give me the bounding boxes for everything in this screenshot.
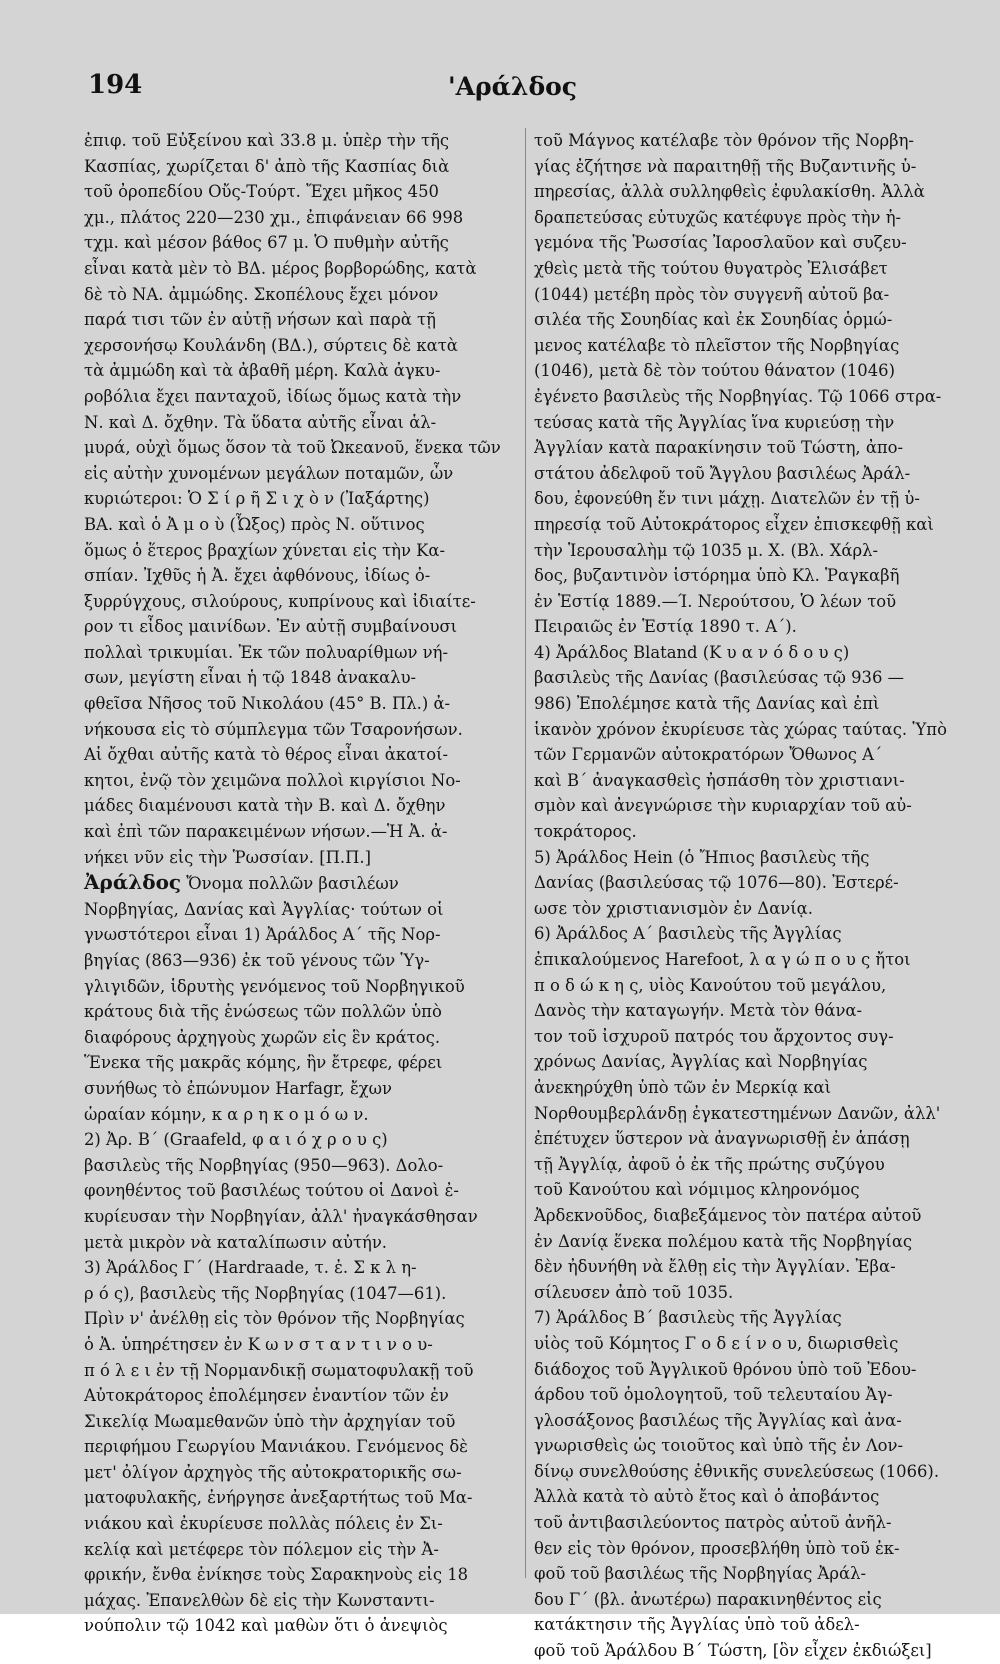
text-line: σιλέα τῆς Σουηδίας καὶ ἐκ Σουηδίας ὁρμώ- <box>534 310 893 330</box>
text-line: φοῦ τοῦ Ἀράλδου Β΄ Τώστη, [ὃν εἶχεν ἐκδιώξει] <box>534 1641 932 1661</box>
text-line: δραπετεύσας εὐτυχῶς κατέφυγε πρὸς τὴν ἡ- <box>534 207 902 227</box>
text-line: Δανὸς τὴν καταγωγήν. Μετὰ τὸν θάνα- <box>534 1001 863 1021</box>
text-line: τοῦ ἀντιβασιλεύοντος πατρὸς αὐτοῦ ἀνῆλ- <box>534 1513 892 1533</box>
text-line: ρον τι εἶδος μαινίδων. Ἐν αὐτῇ συμβαίνουσι <box>84 617 458 637</box>
text-line: Πρὶν ν' ἀνέλθῃ εἰς τὸν θρόνον τῆς Νορβηγίας <box>84 1309 465 1329</box>
text-line: (1044) μετέβη πρὸς τὸν συγγενῆ αὐτοῦ βα- <box>534 284 890 304</box>
text-line: τῶν Γερμανῶν αὐτοκρατόρων Ὄθωνος Α΄ <box>534 745 883 765</box>
text-line: ρ ό ς), βασιλεὺς τῆς Νορβηγίας (1047—61). <box>84 1283 447 1303</box>
text-line: ἐπικαλούμενος Harefoot, λ α γ ώ π ο υ ς ἤτοι <box>534 950 911 969</box>
text-line: βασιλεὺς τῆς Δανίας (βασιλεύσας τῷ 936 — <box>534 668 904 688</box>
text-line: νήκουσα εἰς τὸ σύμπλεγμα τῶν Τσαρονήσων. <box>84 719 463 739</box>
text-line: Αὐτοκράτορος ἐπολέμησεν ἐναντίον τῶν ἐν <box>84 1386 449 1406</box>
text-line: ματοφυλακῆς, ἐνήργησε ἀνεξαρτήτως τοῦ Μα- <box>84 1488 473 1508</box>
text-line: δίνῳ συνελθούσης ἐθνικῆς συνελεύσεως (1066). <box>534 1461 940 1481</box>
text-line: νούπολιν τῷ 1042 καὶ μαθὼν ὅτι ὁ ἀνεψιὸς <box>84 1616 448 1636</box>
text-line: κυρίευσαν τὴν Νορβηγίαν, ἀλλ' ἠναγκάσθησαν <box>84 1206 478 1226</box>
text-line: ροβόλια ἔχει πανταχοῦ, ἰδίως ὅμως κατὰ τὴν <box>84 386 462 406</box>
text-line: χρόνως Δανίας, Ἀγγλίας καὶ Νορβηγίας <box>534 1052 868 1072</box>
text-line: γλιγιδῶν, ἱδρυτὴς γενόμενος τοῦ Νορβηγικοῦ <box>84 976 465 996</box>
text-line: τχμ. καὶ μέσον βάθος 67 μ. Ὁ πυθμὴν αὐτῆς <box>84 233 449 253</box>
text-line: δος, βυζαντινὸν ἱστόρημα ὑπὸ Κλ. Ῥαγκαβῆ <box>534 566 900 586</box>
left-column <box>84 128 516 1636</box>
text-line: ὡραίαν κόμην, κ α ρ η κ ο μ ό ω ν. <box>84 1104 369 1124</box>
text-line: στάτου ἀδελφοῦ τοῦ Ἄγγλου βασιλέως Ἀράλ- <box>534 463 911 483</box>
text-line: κελίᾳ καὶ μετέφερε τὸν πόλεμον εἰς τὴν Ἀ- <box>84 1539 439 1559</box>
text-line: ἐπέτυχεν ὕστερον νὰ ἀναγνωρισθῇ ἐν ἁπάσῃ <box>534 1129 910 1149</box>
text-line: σίλευσεν ἀπὸ τοῦ 1035. <box>534 1282 734 1302</box>
text-line: τὴν Ἱερουσαλὴμ τῷ 1035 μ. Χ. (Βλ. Χάρλ- <box>534 540 879 560</box>
text-line: ὅμως ὁ ἕτερος βραχίων χύνεται εἰς τὴν Κα- <box>84 540 446 560</box>
text-line: Σικελίᾳ Μωαμεθανῶν ὑπὸ τὴν ἀρχηγίαν τοῦ <box>84 1411 456 1431</box>
text-line: νήκει νῦν εἰς τὴν Ῥωσσίαν. [Π.Π.] <box>84 847 371 867</box>
text-line: σων, μεγίστη εἶναι ἡ τῷ 1848 ἀνακαλυ- <box>84 668 417 688</box>
text-line: κητοι, ἐνῷ τὸν χειμῶνα πολλοὶ κιργίσιοι Νο- <box>84 770 461 790</box>
text-line: μάχας. Ἐπανελθὼν δὲ εἰς τὴν Κωνσταντι- <box>84 1590 435 1610</box>
text-line: 986) Ἐπολέμησε κατὰ τῆς Δανίας καὶ ἐπὶ <box>534 694 880 714</box>
text-line: τεύσας κατὰ τῆς Ἀγγλίας ἵνα κυριεύσῃ τὴν <box>534 412 895 432</box>
text-line: ἐν Ἑστίᾳ 1889.—Ί. Νερούτσου, Ὁ λέων τοῦ <box>534 591 897 611</box>
text-line: τοκράτορος. <box>534 822 637 842</box>
text-line: 5) Ἀράλδος Hein (ὁ Ἤπιος βασιλεὺς τῆς <box>534 847 870 867</box>
text-line: μυρά, οὐχὶ ὅμως ὅσον τὰ τοῦ Ὠκεανοῦ, ἕνεκα τῶν <box>84 438 501 458</box>
text-line: κράτους διὰ τῆς ἑνώσεως τῶν πολλῶν ὑπὸ <box>84 1002 442 1022</box>
text-line: άρδου τοῦ ὁμολογητοῦ, τοῦ τελευταίου Ἀγ- <box>534 1385 893 1405</box>
text-line: Νορβηγίας, Δανίας καὶ Ἀγγλίας· τούτων οἱ <box>84 899 444 919</box>
text-line: Ἀγγλίαν κατὰ παρακίνησιν τοῦ Τώστη, ἀπο- <box>534 438 904 458</box>
text-line: ἐν Δανίᾳ ἕνεκα πολέμου κατὰ τῆς Νορβηγίας <box>534 1231 913 1251</box>
text-line: σπίαν. Ἰχθῦς ἡ Ἀ. ἔχει ἀφθόνους, ἰδίως ὀ- <box>84 566 431 586</box>
text-line: χθεὶς μετὰ τῆς τούτου θυγατρὸς Ἐλισάβετ <box>534 258 888 278</box>
text-line: (1046), μετὰ δὲ τὸν τούτου θάνατον (1046) <box>534 361 895 381</box>
text-line: γνωστότεροι εἶναι 1) Ἀράλδος Α΄ τῆς Νορ- <box>84 925 441 945</box>
text-line: ἐπιφ. τοῦ Εὐξείνου καὶ 33.8 μ. ὑπὲρ τὴν τῆς <box>84 131 450 150</box>
text-line: ἱκανὸν χρόνον ἐκυρίευσε τὰς χώρας ταύτας. Ὑπὸ <box>534 719 947 739</box>
text-line: δου Γ΄ (βλ. ἀνωτέρω) παρακινηθέντος εἰς <box>534 1589 882 1609</box>
page-number: 194 <box>88 70 143 100</box>
text-line: ωσε τὸν χριστιανισμὸν ἐν Δανίᾳ. <box>534 898 813 918</box>
text-line: μάδες διαμένουσι κατὰ τὴν Β. καὶ Δ. ὄχθην <box>84 796 446 816</box>
text-line: μετ' ὀλίγον ἀρχηγὸς τῆς αὐτοκρατορικῆς σω- <box>84 1462 462 1482</box>
column-divider <box>525 128 526 1578</box>
text-line: 6) Ἀράλδος Α΄ βασιλεὺς τῆς Ἀγγλίας <box>534 924 842 944</box>
text-line: τὰ ἀμμώδη καὶ τὰ ἀβαθῆ μέρη. Καλὰ ἀγκυ- <box>84 361 441 381</box>
text-line: φθεῖσα Νῆσος τοῦ Νικολάου (45° Β. Πλ.) ἀ- <box>84 694 451 714</box>
entry-headword: Ἀράλδος <box>84 870 182 895</box>
text-line: 3) Ἀράλδος Γ΄ (Hardraade, τ. ἐ. Σ κ λ η- <box>84 1258 417 1278</box>
text-line: μενος κατέλαβε τὸ πλεῖστον τῆς Νορβηγίας <box>534 335 900 355</box>
text-line: πηρεσίας, ἀλλὰ συλληφθεὶς ἐφυλακίσθη. Ἀλλὰ <box>534 182 925 202</box>
text-line: δὲ τὸ ΝΑ. ἀμμώδης. Σκοπέλους ἔχει μόνον <box>84 284 439 304</box>
text-line: Κασπίας, χωρίζεται δ' ἀπὸ τῆς Κασπίας διὰ <box>84 156 450 176</box>
text-line: χερσονήσῳ Κουλάνδη (ΒΔ.), σύρτεις δὲ κατὰ <box>84 335 458 355</box>
text-line: Ἀρδεκνοῦδος, διαβεξάμενος τὸν πατέρα αὐτοῦ <box>534 1205 922 1225</box>
text-line: 2) Ἀρ. Β΄ (Graafeld, φ α ι ό χ ρ ο υ ς) <box>84 1130 388 1150</box>
text-line: Νορθουμβερλάνδῃ ἐγκατεστημένων Δανῶν, ἀλλ' <box>534 1103 941 1123</box>
text-line: συνήθως τὸ ἐπώνυμον Harfagr, ἔχων <box>84 1078 393 1098</box>
right-column <box>534 128 962 1661</box>
text-line: γλοσάξονος βασιλέως τῆς Ἀγγλίας καὶ ἀνα- <box>534 1410 902 1430</box>
text-line: καὶ Β΄ ἀναγκασθεὶς ἠσπάσθη τὸν χριστιανι- <box>534 770 905 790</box>
text-line: γνωρισθεὶς ὡς τοιοῦτος καὶ ὑπὸ τῆς ἐν Λον- <box>534 1436 904 1456</box>
text-line: βασιλεὺς τῆς Νορβηγίας (950—963). Δολο- <box>84 1155 444 1175</box>
text-line: γεμόνα τῆς Ῥωσσίας Ἰαροσλαῦον καὶ συζευ- <box>534 233 907 253</box>
text-line: ΒΑ. καὶ ὁ Ἀ μ ο ὺ (Ὦξος) πρὸς Ν. οὕτινος <box>84 514 425 534</box>
text-line: τῇ Ἀγγλίᾳ, ἀφοῦ ὁ ἐκ τῆς πρώτης συζύγου <box>534 1154 885 1174</box>
text-line: εἶναι κατὰ μὲν τὸ ΒΔ. μέρος βορβορώδης, κατὰ <box>84 258 477 278</box>
text-line: περιφήμου Γεωργίου Μανιάκου. Γενόμενος δὲ <box>84 1437 468 1457</box>
text-line: διάδοχος τοῦ Ἀγγλικοῦ θρόνου ὑπὸ τοῦ Ἐδου- <box>534 1359 917 1379</box>
text-line: Ἀλλὰ κατὰ τὸ αὐτὸ ἔτος καὶ ὁ ἀποβάντος <box>534 1487 880 1507</box>
text-line: 4) Ἀράλδος Blatand (Κ υ α ν ό δ ο υ ς) <box>534 642 850 662</box>
text-line: Ἀράλδος Ὄνομα πολλῶν βασιλέων <box>84 870 399 895</box>
text-line: πηρεσίᾳ τοῦ Αὐτοκράτορος εἶχεν ἐπισκεφθῇ καὶ <box>534 514 934 534</box>
text-line: κατάκτησιν τῆς Ἀγγλίας ὑπὸ τοῦ ἀδελ- <box>534 1615 860 1635</box>
text-line: φονηθέντος τοῦ βασιλέως τούτου οἱ Δανοὶ ἐ- <box>84 1181 459 1201</box>
text-line: 7) Ἀράλδος Β΄ βασιλεὺς τῆς Ἀγγλίας <box>534 1308 842 1328</box>
text-line: Πειραιῶς ἐν Ἑστίᾳ 1890 τ. Α΄). <box>534 617 797 637</box>
text-line: υἱὸς τοῦ Κόμητος Γ ο δ ε ί ν ο υ, διωρισθεὶς <box>534 1333 899 1353</box>
running-title: 'Αράλδος <box>448 72 578 101</box>
text-line: φρικήν, ἔνθα ἐνίκησε τοὺς Σαρακηνοὺς εἰς 18 <box>84 1565 469 1585</box>
text-line: φοῦ τοῦ βασιλέως τῆς Νορβηγίας Ἀράλ- <box>534 1564 866 1584</box>
text-line: π ό λ ε ι ἐν τῇ Νορμανδικῇ σωματοφυλακῇ τοῦ <box>84 1360 474 1380</box>
page-header <box>88 70 960 110</box>
text-line: Αἱ ὄχθαι αὐτῆς κατὰ τὸ θέρος εἶναι ἀκατοί- <box>84 745 449 765</box>
text-line: χμ., πλάτος 220—230 χμ., ἐπιφάνειαν 66 998 <box>84 207 464 227</box>
text-line: γίας ἐζήτησε νὰ παραιτηθῇ τῆς Βυζαντινῆς ὑ- <box>534 156 917 176</box>
text-line: κυριώτεροι: Ὁ Σ ί ρ ῆ Σ ι χ ὸ ν (Ἰαξάρτης) <box>84 489 430 509</box>
text-line: δὲν ἠδυνήθη νὰ ἔλθῃ εἰς τὴν Ἀγγλίαν. Ἐβα- <box>534 1257 896 1277</box>
text-line: Ἕνεκα τῆς μακρᾶς κόμης, ἣν ἔτρεφε, φέρει <box>84 1053 443 1073</box>
text-line: τον τοῦ ἰσχυροῦ πατρός του ἄρχοντος συγ- <box>534 1026 894 1046</box>
text-line: πολλαὶ τρικυμίαι. Ἐκ τῶν πολυαρίθμων νή- <box>84 642 449 662</box>
text-line: π ο δ ώ κ η ς, υἱὸς Κανούτου τοῦ μεγάλου, <box>534 975 887 995</box>
text-line: νιάκου καὶ ἐκυρίευσε πολλὰς πόλεις ἐν Σι- <box>84 1514 443 1534</box>
text-line: ἐγένετο βασιλεὺς τῆς Νορβηγίας. Τῷ 1066 στρα- <box>534 386 942 406</box>
text-line: δου, ἐφονεύθη ἔν τινι μάχῃ. Διατελῶν ἐν τῇ ὑ- <box>534 489 920 509</box>
text-line: διαφόρους ἀρχηγοὺς χωρῶν εἰς ἓν κράτος. <box>84 1027 441 1047</box>
text-line: βηγίας (863—936) ἐκ τοῦ γένους τῶν Ὑγ- <box>84 951 430 970</box>
text-line: ὁ Ἀ. ὑπηρέτησεν ἐν Κ ω ν σ τ α ν τ ι ν ο υ- <box>84 1334 433 1354</box>
text-line: τοῦ Μάγνος κατέλαβε τὸν θρόνον τῆς Νορβη- <box>534 131 914 150</box>
text-line: παρά τισι τῶν ἐν αὐτῇ νήσων καὶ παρὰ τῇ <box>84 310 436 330</box>
text-line: τοῦ Κανούτου καὶ νόμιμος κληρονόμος <box>534 1180 860 1200</box>
text-line: ἀνεκηρύχθη ὑπὸ τῶν ἐν Μερκίᾳ καὶ <box>534 1077 832 1097</box>
text-line: καὶ ἐπὶ τῶν παρακειμένων νήσων.—Ἡ Ἀ. ἀ- <box>84 822 448 842</box>
text-line: μετὰ μικρὸν νὰ καταλίπωσιν αὐτήν. <box>84 1232 388 1252</box>
text-line: σμὸν καὶ ἀνεγνώρισε τὴν κυριαρχίαν τοῦ αὐ- <box>534 796 912 816</box>
text-line: Δανίας (βασιλεύσας τῷ 1076—80). Ἐστερέ- <box>534 873 899 893</box>
text-line: Ν. καὶ Δ. ὄχθην. Τὰ ὕδατα αὐτῆς εἶναι ἁλ- <box>84 412 437 432</box>
text-line: θεν εἰς τὸν θρόνον, προσεβλήθη ὑπὸ τοῦ ἐκ- <box>534 1538 900 1558</box>
text-line: εἰς αὐτὴν χυνομένων μεγάλων ποταμῶν, ὧν <box>84 463 454 483</box>
text-line: ξυρρύγχους, σιλούρους, κυπρίνους καὶ ἰδιαίτε- <box>84 591 476 611</box>
text-line: τοῦ ὀροπεδίου Οὔς-Τούρτ. Ἔχει μῆκος 450 <box>84 182 439 202</box>
